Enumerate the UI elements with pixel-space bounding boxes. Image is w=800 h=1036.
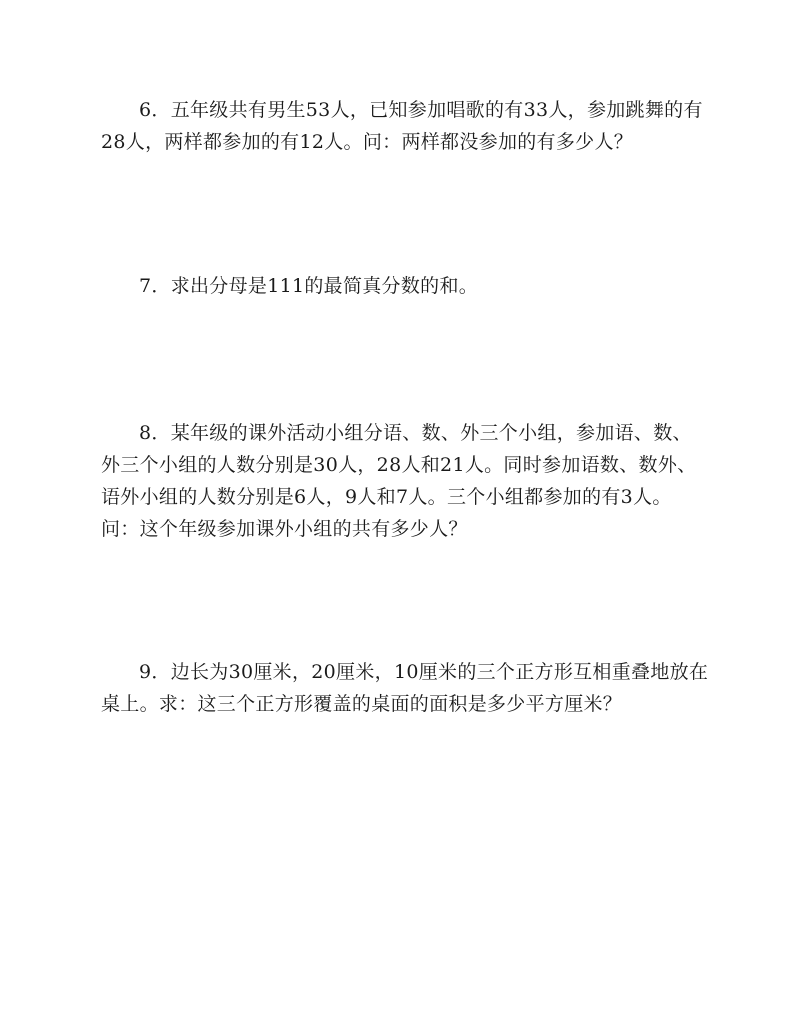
problem-6-line-1: 6．五年级共有男生53人，已知参加唱歌的有33人，参加跳舞的有 <box>139 99 703 121</box>
problem-8 <box>101 417 701 545</box>
problem-9-line-2: 桌上。求：这三个正方形覆盖的桌面的面积是多少平方厘米？ <box>101 693 623 715</box>
problem-8-line-2: 外三个小组的人数分别是30人，28人和21人。同时参加语数、数外、 <box>101 454 697 476</box>
problem-9 <box>101 656 709 720</box>
problem-8-line-4: 问：这个年级参加课外小组的共有多少人？ <box>101 518 468 540</box>
problem-8-line-1: 8．某年级的课外活动小组分语、数、外三个小组，参加语、数、 <box>139 422 692 444</box>
problem-7 <box>101 270 701 302</box>
problem-7-line-1: 7．求出分母是111的最简真分数的和。 <box>139 275 479 297</box>
problem-6-line-2: 28人，两样都参加的有12人。问：两样都没参加的有多少人？ <box>101 131 634 153</box>
problem-8-line-3: 语外小组的人数分别是6人，9人和7人。三个小组都参加的有3人。 <box>101 486 672 508</box>
problem-6 <box>101 94 701 158</box>
problem-9-line-1: 9．边长为30厘米，20厘米，10厘米的三个正方形互相重叠地放在 <box>139 661 709 683</box>
